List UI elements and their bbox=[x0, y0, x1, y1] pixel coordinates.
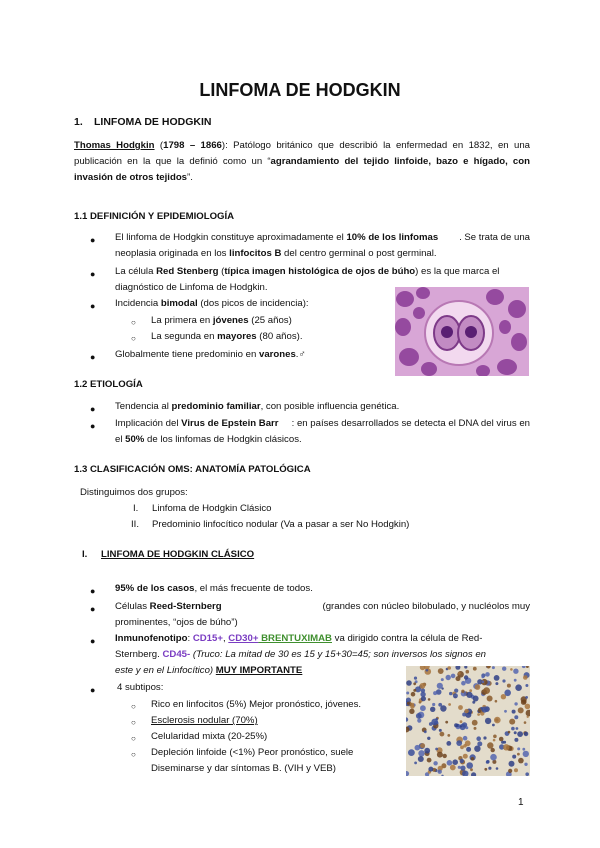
list-item: Tendencia al predominio familiar, con posible influencia genética. bbox=[115, 401, 400, 412]
roman-list-item: I. bbox=[133, 503, 139, 514]
roman-list-item-text: Predominio linfocítico nodular (Va a pasar a ser No Hodgkin) bbox=[152, 519, 410, 530]
bullet-icon: ● bbox=[90, 404, 96, 414]
author-years: 1798 – 1866 bbox=[163, 140, 222, 151]
author-name: Thomas Hodgkin bbox=[74, 140, 155, 151]
list-item: 4 subtipos: bbox=[117, 682, 164, 693]
sub-bullet-icon: ○ bbox=[131, 718, 136, 727]
subtype-item: Celularidad mixta (20-25%) bbox=[151, 731, 268, 742]
immunostain-histology-image bbox=[406, 666, 530, 776]
groups-intro: Distinguimos dos grupos: bbox=[80, 487, 188, 498]
bullet-icon: ● bbox=[90, 235, 96, 245]
sub-bullet-icon: ○ bbox=[131, 750, 136, 759]
list-item: La primera en jóvenes (25 años) bbox=[151, 315, 292, 326]
bullet-icon: ● bbox=[90, 604, 96, 614]
list-item: Incidencia bimodal (dos picos de incidencia): bbox=[115, 298, 309, 309]
intro-paragraph: Thomas Hodgkin (1798 – 1866): Patólogo británico que describió la enfermedad en 1832, en una publicación en la que la definió como un “agrandamiento del tejido linfoide, bazo e hígado, con invasión de otros tejidos”. bbox=[74, 140, 530, 183]
bullet-icon: ● bbox=[90, 301, 96, 311]
sub-bullet-icon: ○ bbox=[131, 702, 136, 711]
clasico-heading: I. LINFOMA DE HODGKIN CLÁSICO bbox=[82, 549, 255, 560]
list-item: Inmunofenotipo: CD15+, CD30+ BRENTUXIMAB va dirigido contra la célula de Red- Sternberg. CD45- (Truco: La mitad de 30 es 15 y 15+30=45; son inversos los signos en este y en el Linfocítico) MUY IMPORTANTE bbox=[115, 633, 487, 676]
bullet-icon: ● bbox=[90, 685, 96, 695]
section-1-number: 1. bbox=[74, 116, 83, 128]
section-1-3-heading: 1.3 CLASIFICACIÓN OMS: ANATOMÍA PATOLÓGICA bbox=[74, 464, 311, 475]
reed-sternberg-histology-image bbox=[395, 287, 529, 376]
page-title: LINFOMA DE HODGKIN bbox=[199, 80, 401, 100]
bullet-icon: ● bbox=[90, 586, 96, 596]
list-item: Globalmente tiene predominio en varones.♂ bbox=[115, 349, 306, 360]
list-item: El linfoma de Hodgkin constituye aproximadamente el 10% de los linfomas . Se trata de una neoplasia originada en los linfocitos B del centro germinal o post germinal. bbox=[115, 232, 530, 259]
roman-list-item-text: Linfoma de Hodgkin Clásico bbox=[152, 503, 272, 514]
list-item: Implicación del Virus de Epstein Barr : en países desarrollados se detecta el DNA del virus en el 50% de los linfomas de Hodgkin clásicos. bbox=[115, 418, 530, 445]
subtype-item: Esclerosis nodular (70%) bbox=[151, 715, 258, 726]
bullet-icon: ● bbox=[90, 421, 96, 431]
bullet-icon: ● bbox=[90, 636, 96, 646]
roman-list-item: II. bbox=[131, 519, 139, 530]
page-number: 1 bbox=[518, 797, 524, 808]
list-item: Células Reed-Sternberg (grandes con núcleo bilobulado, y nucléolos muy prominentes, “ojos de búho”) bbox=[115, 601, 530, 628]
definition-text: agrandamiento del tejido linfoide, bazo e hígado, con invasión de otros tejidos bbox=[74, 156, 530, 183]
section-1-title: LINFOMA DE HODGKIN bbox=[94, 116, 212, 128]
section-1-2-heading: 1.2 ETIOLOGÍA bbox=[74, 379, 143, 390]
bullet-icon: ● bbox=[90, 269, 96, 279]
subtype-item: Rico en linfocitos (5%) Mejor pronóstico, jóvenes. bbox=[151, 699, 362, 710]
list-item: 95% de los casos, el más frecuente de todos. bbox=[115, 583, 313, 594]
section-1-1-heading: 1.1 DEFINICIÓN Y EPIDEMIOLOGÍA bbox=[74, 211, 235, 222]
sub-bullet-icon: ○ bbox=[131, 318, 136, 327]
sub-bullet-icon: ○ bbox=[131, 334, 136, 343]
list-item: La célula Red Stenberg (típica imagen histológica de ojos de búho) es la que marca el diagnóstico de Linfoma de Hodgkin. bbox=[115, 266, 500, 293]
subtype-item: Depleción linfoide (<1%) Peor pronóstico, suele Diseminarse y dar síntomas B. (VIH y VEB) bbox=[151, 747, 354, 774]
sub-bullet-icon: ○ bbox=[131, 734, 136, 743]
section-1-heading bbox=[74, 116, 211, 128]
bullet-icon: ● bbox=[90, 352, 96, 362]
list-item: La segunda en mayores (80 años). bbox=[151, 331, 303, 342]
